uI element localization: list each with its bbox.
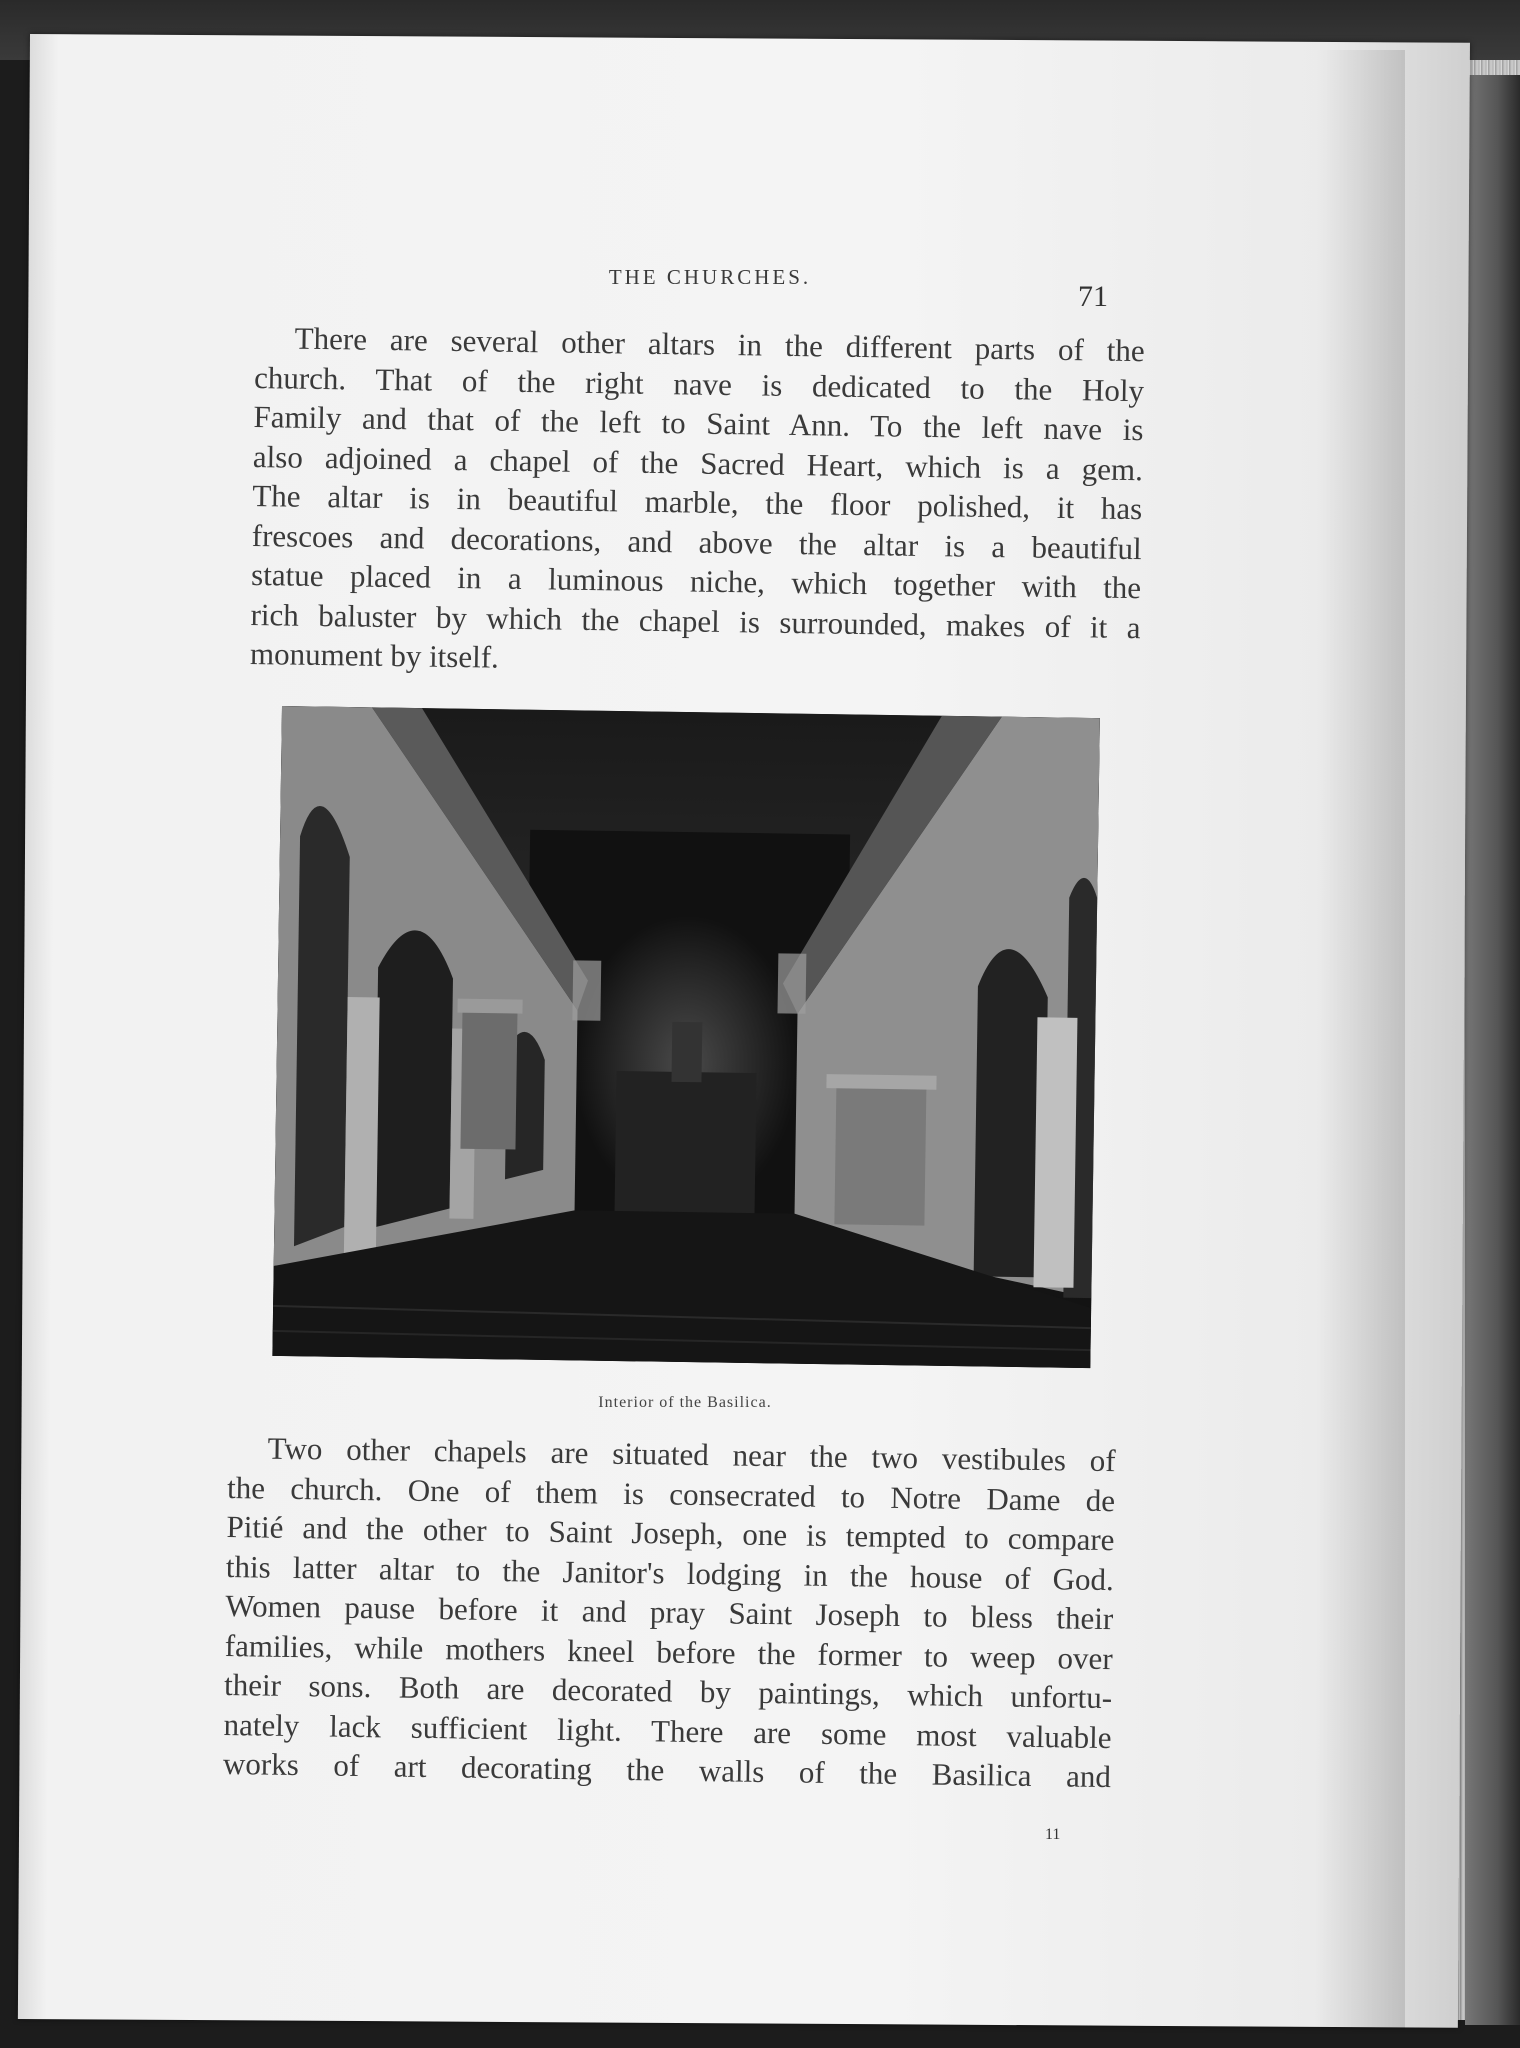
text-line: Family and that of the left to Saint Ann. To the left nave is — [253, 398, 1144, 448]
text-line: There are several other altars in the different parts of the — [294, 320, 1145, 369]
running-head: THE CHURCHES. — [608, 265, 812, 289]
text-line: statue placed in a luminous niche, which together with the — [250, 556, 1142, 606]
text-line: also adjoined a chapel of the Sacred Heart, which is a gem. — [252, 438, 1144, 487]
page-number: 71 — [1078, 280, 1108, 313]
text-line: their sons. Both are decorated by paintings, which unfortu- — [223, 1666, 1113, 1716]
text-line: The altar is in beautiful marble, the floor polished, it has — [252, 477, 1143, 527]
paragraph-1 — [250, 318, 1145, 687]
text-line: monument by itself. — [249, 635, 500, 675]
text-line: church. That of the right nave is dedicated to the Holy — [253, 359, 1145, 408]
signature-mark: 11 — [1045, 1826, 1061, 1843]
page-curl-shadow — [1315, 50, 1405, 2030]
text-line: nately lack sufficient light. There are some most valuable — [223, 1706, 1112, 1755]
text-line: works of art decorating the walls of the Basilica and — [222, 1745, 1112, 1795]
text-line: Women pause before it and pray Saint Joseph to bless their — [225, 1587, 1114, 1637]
text-line: this latter altar to the Janitor's lodging in the house of God. — [225, 1548, 1115, 1597]
paragraph-2 — [223, 1428, 1116, 1797]
text-line: Pitié and the other to Saint Joseph, one is tempted to compare — [226, 1508, 1115, 1558]
figure-caption: Interior of the Basilica. — [598, 1394, 772, 1411]
text-line: frescoes and decorations, and above the altar is a beautiful — [251, 517, 1142, 566]
text-line: families, while mothers kneel before the former to weep over — [224, 1627, 1113, 1676]
book-cover-edge — [1465, 75, 1520, 2025]
text-line: rich baluster by which the chapel is surrounded, makes of it a — [250, 596, 1141, 645]
text-line: Two other chapels are situated near the two vestibules of — [267, 1430, 1116, 1479]
basilica-interior-photo — [272, 706, 1100, 1368]
text-line: the church. One of them is consecrated to Notre Dame de — [226, 1469, 1116, 1518]
photo-illustration — [272, 706, 1100, 1368]
